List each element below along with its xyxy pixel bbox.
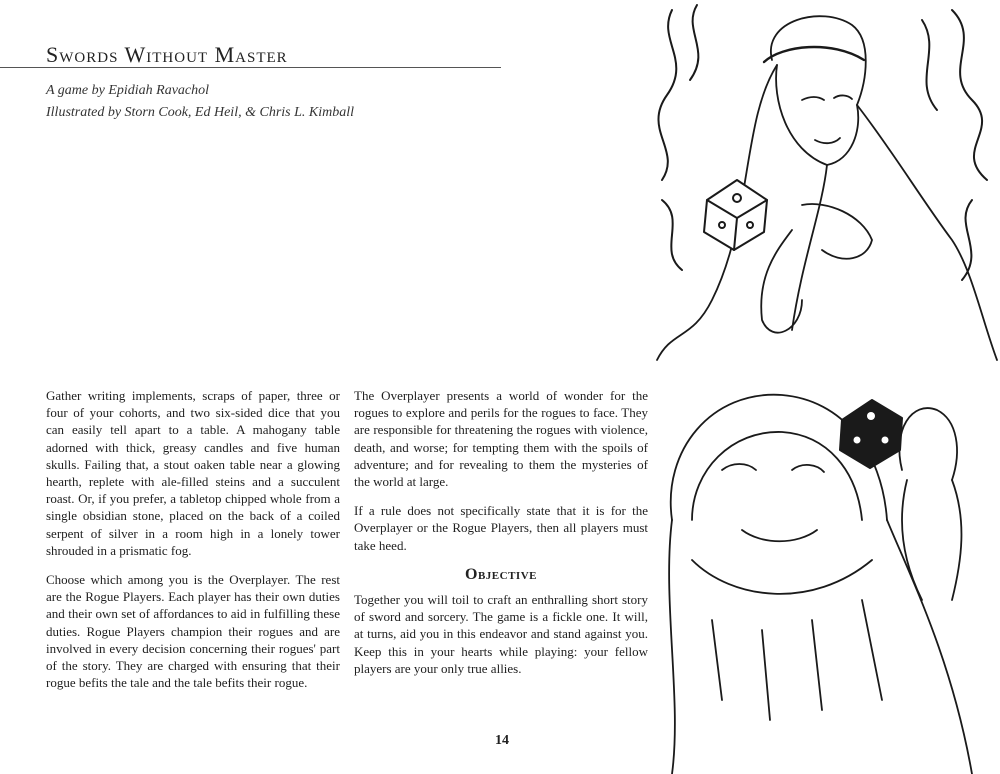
paragraph-setup: Gather writing implements, scraps of paper, three or four of your cohorts, and two six-sided dice that you can easily tell apart to a table. A mahogany table adorned with thick, greasy candles and five human skulls. Failing that, a stout oaken table near a glowing hearth, replete with ale-filled steins and a succulent roast. Or, if you prefer, a tabletop chipped whole from a single obsidian stone, placed on the back of a coiled serpent of silver in a room high in a lonely tower shrouded in a prismatic fog.	[46, 388, 340, 558]
sorceress-figure	[657, 16, 997, 360]
page-number: 14	[495, 733, 509, 748]
left-column	[46, 387, 340, 703]
paragraph-roles: Choose which among you is the Overplayer. The rest are the Rogue Players. Each player has their own duties and their own set of affordances to aid in fulfilling these duties. Rogue Players champion their rogues and are involved in every decision concerning their rogues' part of the story. They are charged with ensuring that their rogue befits the tale and the tale befits their rogue.	[46, 572, 340, 691]
byline-illustrators: Illustrated by Storn Cook, Ed Heil, & Chris L. Kimball	[46, 105, 355, 120]
hooded-figure	[669, 395, 972, 774]
right-column	[354, 387, 648, 689]
paragraph-overplayer: The Overplayer presents a world of wonder for the rogues to explore and perils for the rogues to face. They are responsible for threatening the rogues with violence, death, and worse; for tempting them with the spoils of adventure; and for revealing to them the mysteries of the world at large.	[354, 388, 648, 490]
white-die-icon	[704, 180, 767, 250]
page-title: Swords Without Master	[46, 42, 288, 67]
sorcerers-with-dice-illustration	[652, 0, 1000, 774]
paragraph-rule-scope: If a rule does not specifically state that it is for the Overplayer or the Rogue Players, then all players must take heed.	[354, 503, 648, 553]
black-die-icon	[840, 400, 902, 468]
title-rule	[0, 67, 501, 68]
objective-heading: Objective	[465, 565, 537, 583]
byline-author: A game by Epidiah Ravachol	[46, 83, 210, 98]
paragraph-objective: Together you will toil to craft an enthralling short story of sword and sorcery. The game is a fickle one. It will, at turns, aid you in this endeavor and stand against you. Keep this in your hearts while playing: your fellow players are your only true allies.	[354, 592, 648, 676]
byline	[46, 80, 466, 124]
